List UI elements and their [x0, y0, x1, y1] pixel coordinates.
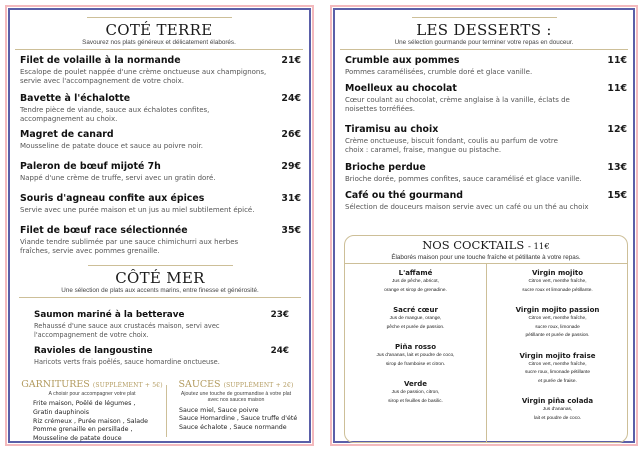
menu-item	[20, 193, 301, 219]
cocktail-desc: Jus d'ananas, lait et poudre de coco,	[376, 353, 455, 358]
item-description: Escalope de poulet nappée d'une crème onctueuse aux champignons, servie avec l'accompagnement de votre choix.	[20, 68, 267, 86]
item-description: Viande tendre sublimée par une sauce chimichurri aux herbes fraîches, servie avec pommes grenaille.	[20, 238, 239, 256]
cocktail-item	[487, 305, 628, 341]
section-header-terre	[15, 17, 303, 50]
menu-item	[20, 129, 301, 155]
item-description: Brioche dorée, pommes confites, sauce caramélisé et glace vanille.	[345, 175, 582, 183]
item-name: Saumon mariné à la betterave	[34, 310, 185, 320]
cocktail-desc: pêche et purée de passion.	[386, 324, 445, 330]
sauces-title	[171, 379, 301, 391]
menu-item	[20, 55, 301, 87]
garniture-line: Riz crémeux , Purée maison , Salade	[33, 417, 149, 425]
mer-list	[34, 309, 289, 367]
sauces-subtitle: Ajoutez une touche de gourmandise à votre plat avec nos sauces maison	[180, 391, 292, 404]
section-title: LES DESSERTS :	[416, 21, 552, 39]
cocktail-desc: Jus de pêche, abricot,	[392, 279, 439, 284]
item-price: 24€	[281, 93, 301, 104]
item-description: Cœur coulant au chocolat, crème anglaise à la vanille, éclats de noisettes torréfiées.	[345, 96, 570, 114]
garnitures-list	[21, 400, 163, 443]
menu-item	[34, 345, 289, 367]
item-description: Servie avec une purée maison et un jus au miel subtilement épicé.	[20, 206, 255, 214]
sauces-title-text: SAUCES	[178, 379, 221, 390]
menu-item	[345, 55, 627, 83]
section-subtitle: Une sélection de plats aux accents marins, entre finesse et générosité.	[61, 287, 259, 294]
terre-list	[20, 55, 301, 261]
divider	[340, 49, 628, 50]
sauce-line: Sauce miel, Sauce poivre	[179, 406, 259, 414]
cocktail-name: Sacré cœur	[393, 306, 438, 314]
item-price: 11€	[607, 55, 627, 66]
cocktail-item	[345, 305, 486, 332]
item-name: Souris d'agneau confite aux épices	[20, 193, 205, 204]
cocktail-desc: lait et poudre de coco.	[533, 415, 582, 421]
cocktail-name: Virgin mojito	[531, 269, 584, 277]
cocktail-desc: sirop et feuilles de basilic.	[388, 398, 443, 404]
garniture-line: Pomme grenaille en persillade ,	[33, 426, 133, 434]
cocktail-desc: Citron vert, menthe fraîche,	[528, 279, 587, 284]
cocktail-desc: Citron vert, menthe fraîche,	[528, 316, 587, 321]
item-price: 29€	[281, 161, 301, 172]
item-description: Tendre pièce de viande, sauce aux échalotes confites, accompagnement au choix.	[20, 106, 210, 124]
cocktail-desc: pétillante et purée de passion.	[525, 333, 590, 338]
menu-item	[345, 162, 627, 190]
section-subtitle: Savourez nos plats généreux et délicatement élaborés.	[82, 39, 236, 46]
item-name: Café ou thé gourmand	[345, 190, 463, 201]
garnitures-title-text: GARNITURES	[21, 379, 90, 390]
item-price: 13€	[607, 162, 627, 173]
sauces-list	[171, 407, 301, 433]
menu-item	[34, 309, 289, 345]
item-name: Magret de canard	[20, 129, 114, 140]
cocktail-name: Virgin mojito fraise	[519, 351, 596, 360]
cocktail-desc: sucre roux et limonade pétillante.	[522, 287, 593, 293]
cocktail-desc: Citron vert, menthe fraîche,	[528, 361, 587, 367]
cocktail-desc: Jus de passion, citron,	[391, 390, 440, 395]
menu-item	[345, 124, 627, 162]
cocktail-desc: et purée de fraise.	[538, 378, 577, 384]
garnitures-block	[21, 379, 163, 443]
cocktail-item	[487, 351, 628, 387]
cocktail-name: Virgin mojito passion	[515, 306, 600, 314]
cocktail-name: Piña rosso	[394, 343, 437, 351]
garnitures-supplement: (SUPPLÉMENT + 5€)	[92, 382, 163, 389]
menu-item	[20, 225, 301, 261]
item-price: 21€	[281, 55, 301, 66]
menu-item	[345, 83, 627, 121]
item-name: Filet de bœuf race sélectionnée	[20, 225, 188, 236]
cocktail-item	[487, 268, 628, 295]
item-description: Haricots verts frais poêlés, sauce homardine onctueuse.	[34, 358, 220, 366]
item-description: Rehaussé d'une sauce aux crustacés maison, servi avec l'accompagnement de votre choix.	[34, 322, 220, 339]
section-title: CÔTÉ MER	[115, 269, 205, 287]
cocktails-title	[345, 239, 627, 254]
cocktail-desc: sucre roux, limonade pétillante	[524, 370, 591, 375]
divider	[88, 265, 233, 266]
menu-page-right	[330, 5, 638, 446]
menu-page-left	[5, 5, 314, 446]
cocktails-column-left	[345, 268, 486, 416]
garniture-line: Frite maison, Poêlé de légumes ,	[33, 400, 136, 408]
garniture-line: Gratin dauphinois	[33, 409, 89, 416]
cocktail-name: Virgin piña colada	[521, 397, 594, 405]
section-title: COTÉ TERRE	[105, 21, 213, 39]
item-name: Paleron de bœuf mijoté 7h	[20, 161, 161, 172]
sauce-line: Sauce Homardine , Sauce truffe d'été	[179, 415, 298, 423]
divider	[19, 297, 301, 298]
menu-item	[345, 190, 627, 212]
divider	[15, 49, 303, 50]
cocktail-name: Verde	[404, 380, 427, 388]
item-description: Sélection de douceurs maison servie avec un café ou un thé au choix	[345, 203, 589, 211]
sauce-line: Sauce échalote , Sauce normande	[179, 424, 287, 431]
sauces-supplement: (SUPPLÉMENT + 2€)	[223, 382, 294, 389]
cocktails-title-text: NOS COCKTAILS	[422, 238, 525, 252]
item-price: 12€	[607, 124, 627, 135]
cocktail-item	[345, 342, 486, 369]
item-name: Moelleux au chocolat	[345, 83, 457, 94]
garnitures-title	[21, 379, 163, 391]
item-price: 23€	[270, 310, 289, 320]
cocktails-column-right	[487, 268, 628, 433]
item-name: Ravioles de langoustine	[34, 346, 153, 356]
sauces-block	[171, 379, 301, 433]
cocktail-item	[345, 268, 486, 295]
item-description: Pommes caramélisées, crumble doré et glace vanille.	[345, 68, 533, 76]
cocktail-desc: orange et sirop de grenadine.	[384, 287, 447, 293]
item-description: Crème onctueuse, biscuit fondant, coulis au parfum de votre choix : caramel, fraise, mangue ou pistache.	[345, 137, 558, 155]
item-name: Bavette à l'échalotte	[20, 93, 131, 104]
cocktail-desc: sucre roux, limonade	[535, 324, 580, 330]
item-name: Brioche perdue	[345, 162, 426, 173]
cocktail-desc: Jus d'ananas,	[542, 407, 573, 412]
item-price: 11€	[607, 83, 627, 94]
garniture-line: Mousseline de patate douce	[33, 434, 122, 442]
item-description: Mousseline de patate douce et sauce au poivre noir.	[20, 142, 203, 150]
extras-section	[21, 379, 301, 442]
cocktail-name: L'affamé	[398, 269, 433, 277]
section-subtitle: Une sélection gourmande pour terminer votre repas en douceur.	[394, 39, 574, 46]
item-price: 35€	[281, 225, 301, 236]
divider	[412, 17, 557, 18]
menu-item	[20, 93, 301, 129]
item-price: 24€	[270, 346, 289, 356]
section-header-mer	[25, 265, 295, 298]
cocktail-desc: Jus de mangue, orange,	[389, 316, 442, 321]
section-header-desserts	[340, 17, 628, 50]
garnitures-subtitle: A choisir pour accompagner votre plat	[48, 391, 136, 397]
item-name: Tiramisu au choix	[345, 124, 439, 135]
item-description: Nappé d'une crème de truffe, servi avec un gratin doré.	[20, 174, 216, 182]
cocktails-subtitle: Élaborés maison pour une touche fraîche et pétillante à votre repas.	[391, 254, 581, 261]
cocktail-desc: sirop de framboise et citron.	[385, 361, 446, 367]
cocktails-box	[344, 235, 628, 443]
item-name: Crumble aux pommes	[345, 55, 460, 66]
item-name: Filet de volaille à la normande	[20, 55, 181, 66]
divider	[87, 17, 232, 18]
item-price: 31€	[281, 193, 301, 204]
desserts-list	[345, 55, 627, 212]
cocktails-price: - 11€	[527, 242, 550, 252]
item-price: 26€	[281, 129, 301, 140]
item-price: 15€	[607, 190, 627, 201]
menu-item	[20, 161, 301, 187]
divider	[166, 385, 167, 437]
cocktail-item	[345, 379, 486, 406]
cocktail-item	[487, 396, 628, 423]
